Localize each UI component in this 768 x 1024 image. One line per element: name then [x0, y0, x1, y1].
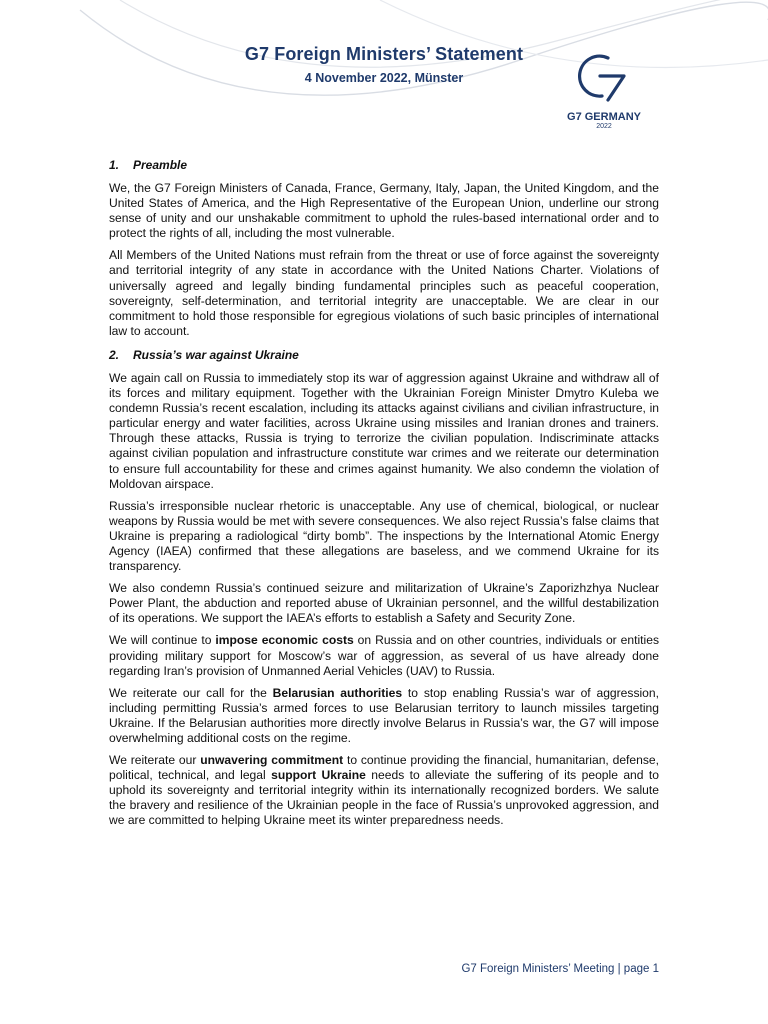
document-body [109, 158, 659, 838]
paragraph-text: needs to alleviate the suffering of its people and to uphold its sovereignty and territorial integrity within its internationally recognized borders. We salute the bravery and resilience of the Ukrainian people in the face of Russia’s unprovoked aggression, and we are committed to helping Ukraine meet its winter preparedness needs. [109, 768, 659, 828]
paragraph-text: We also condemn Russia’s continued seizure and militarization of Ukraine’s Zaporizhzhya Nuclear Power Plant, the abduction and reported abuse of Ukrainian personnel, and the willful destabilization of its operations. We support the IAEA’s efforts to establish a Safety and Security Zone. [109, 581, 659, 626]
paragraph [109, 181, 659, 241]
paragraph-text: We, the G7 Foreign Ministers of Canada, France, Germany, Italy, Japan, the United Kingdom, and the United States of America, and the High Representative of the European Union, underline our strong sense of unity and our unshakable commitment to uphold the rules-based international order and to protect the rights of all, including the most vulnerable. [109, 181, 659, 241]
paragraph [109, 633, 659, 678]
emphasis-text: unwavering commitment [200, 753, 344, 768]
section [109, 158, 659, 339]
g7-logo-mark-icon [578, 52, 630, 104]
section-heading [109, 348, 659, 362]
paragraph [109, 753, 659, 828]
document-date-location: 4 November 2022, Münster [304, 71, 464, 85]
logo-text: G7 GERMANY [567, 111, 641, 123]
emphasis-text: support Ukraine [271, 768, 366, 783]
paragraph [109, 686, 659, 746]
paragraph-text: to stop enabling Russia’s war of aggression, including permitting Russia’s armed forces to use Belarusian territory to launch missiles targeting Ukraine. If the Belarusian authorities more directly involve Belarus in Russia’s war, the G7 will impose overwhelming additional costs on the regime. [109, 685, 659, 745]
section-number: 1. [109, 158, 120, 172]
section-heading [109, 158, 659, 172]
paragraph-text: Russia’s irresponsible nuclear rhetoric is unacceptable. Any use of chemical, biological, or nuclear weapons by Russia would be met with severe consequences. We also reject Russia’s false claims that Ukraine is preparing a radiological “dirty bomb”. The inspections by the International Atomic Energy Agency (IAEA) confirmed that these allegations are baseless, and we commend Ukraine for its transparency. [109, 498, 659, 574]
paragraph [109, 581, 659, 626]
section-number: 2. [109, 347, 120, 362]
paragraph-text: on Russia and on other countries, individuals or entities providing military support for Moscow’s war of aggression, as several of us have already done regarding Iran’s provision of Unmanned Aerial Vehicles (UAV) to Russia. [109, 633, 659, 678]
paragraph-text: We reiterate our call for the [109, 685, 273, 700]
paragraph-text: We again call on Russia to immediately stop its war of aggression against Ukraine and withdraw all of its forces and military equipment. Together with the Ukrainian Foreign Minister Dmytro Kuleba we condemn Russia’s recent escalation, including its attacks against civilians and civilian infrastructure, in particular energy and water facilities, across Ukraine using missiles and Iranian drones and trainers. Through these attacks, Russia is trying to terrorize the civilian population. Indiscriminate attacks against civilian population and infrastructure constitute war crimes and we reiterate our determination to ensure full accountability for these and crimes against humanity. We also condemn the violation of Moldovan airspace. [109, 370, 659, 491]
section [109, 348, 659, 829]
paragraph-text: All Members of the United Nations must refrain from the threat or use of force against the sovereignty and territorial integrity of any state in accordance with the United Nations Charter. Violations of universally agreed and legally binding fundamental principles such as peaceful cooperation, sovereignty, self-determination, and territorial integrity are unacceptable. We are clear in our commitment to hold those responsible for egregious violations of such basic principles of international law to account. [109, 248, 659, 338]
logo-year: 2022 [596, 123, 612, 130]
paragraph-text: We will continue to [109, 633, 216, 648]
section-heading-text: Russia’s war against Ukraine [133, 347, 299, 362]
document-header [0, 44, 768, 85]
emphasis-text: Belarusian authorities [272, 685, 403, 700]
g7-germany-logo [562, 52, 646, 130]
paragraph-text: We reiterate our [109, 753, 201, 768]
paragraph-text: to continue providing the financial, humanitarian, defense, political, technical, and legal [109, 753, 659, 783]
paragraph [109, 499, 659, 574]
page-footer: G7 Foreign Ministers’ Meeting | page 1 [461, 963, 659, 975]
emphasis-text: impose economic costs [215, 633, 354, 648]
paragraph [109, 248, 659, 339]
document-title: G7 Foreign Ministers’ Statement [244, 44, 524, 64]
section-heading-text: Preamble [133, 158, 188, 172]
paragraph [109, 371, 659, 492]
